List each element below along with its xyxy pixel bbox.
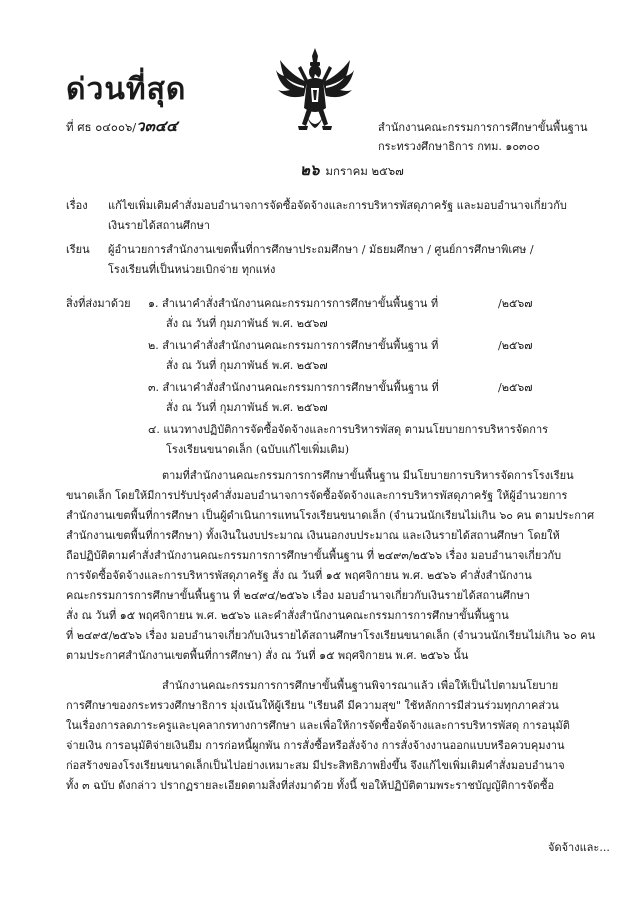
attachment-2-number: /๒๕๖๗ bbox=[498, 339, 533, 352]
attachment-3-line-2: สั่ง ณ วันที่ กุมภาพันธ์ พ.ศ. ๒๕๖๗ bbox=[166, 401, 328, 414]
paragraph-2-line: ทั้ง ๓ ฉบับ ดังกล่าว ปรากฏรายละเอียดตามสิ่งที่ส่งมาด้วย ทั้งนี้ ขอให้ปฏิบัติตามพระราชบัญญัติการจัดซื้อ bbox=[66, 779, 555, 792]
body-paragraph-2 bbox=[66, 676, 606, 796]
paragraph-2-line: ในเรื่องการลดภาระครูและบุคลากรทางการศึกษา และเพื่อให้การจัดซื้อจัดจ้างและการบริหารพัสดุ การอนุมัติ bbox=[66, 719, 570, 732]
subject-line-2: เงินรายได้สถานศึกษา bbox=[108, 219, 210, 232]
paragraph-2-line: สำนักงานคณะกรรมการการศึกษาขั้นพื้นฐานพิจารณาแล้ว เพื่อให้เป็นไปตามนโยบาย bbox=[162, 679, 559, 692]
document-number-prefix: ที่ ศธ ๐๔๐๐๖/ bbox=[66, 120, 137, 134]
paragraph-1-line: ถือปฏิบัติตามคำสั่งสำนักงานคณะกรรมการการศึกษาขั้นพื้นฐาน ที่ ๒๔๙๓/๒๕๖๖ เรื่อง มอบอำนาจเกี่ยวกับ bbox=[66, 549, 562, 562]
attachment-3-number: /๒๕๖๗ bbox=[498, 381, 533, 394]
attachment-4-line-2: โรงเรียนขนาดเล็ก (ฉบับแก้ไขเพิ่มเติม) bbox=[166, 443, 350, 456]
attachment-1-line-1: ๑. สำเนาคำสั่งสำนักงานคณะกรรมการการศึกษาขั้นพื้นฐาน ที่ bbox=[148, 297, 439, 310]
date-day: ๒๖ bbox=[300, 161, 320, 179]
attachment-1-line-2: สั่ง ณ วันที่ กุมภาพันธ์ พ.ศ. ๒๕๖๗ bbox=[166, 317, 328, 330]
paragraph-1-line: ที่ ๒๔๙๕/๒๕๖๖ เรื่อง มอบอำนาจเกี่ยวกับเงินรายได้สถานศึกษาโรงเรียนขนาดเล็ก (จำนวนนักเรียนไม่เกิน ๖๐ คน bbox=[66, 629, 596, 642]
attachment-2-line-1: ๒. สำเนาคำสั่งสำนักงานคณะกรรมการการศึกษาขั้นพื้นฐาน ที่ bbox=[148, 339, 439, 352]
document-date bbox=[300, 158, 404, 182]
issuing-agency bbox=[378, 118, 587, 156]
body-paragraph-1 bbox=[66, 466, 606, 666]
attachment-2-line-2: สั่ง ณ วันที่ กุมภาพันธ์ พ.ศ. ๒๕๖๗ bbox=[166, 359, 328, 372]
subject-label: เรื่อง bbox=[66, 199, 88, 212]
paragraph-1-line: ตามประกาศสำนักงานเขตพื้นที่การศึกษา) สั่ง ณ วันที่ ๑๕ พฤศจิกายน พ.ศ. ๒๕๖๖ นั้น bbox=[66, 649, 469, 662]
attachment-3-line-1: ๓. สำเนาคำสั่งสำนักงานคณะกรรมการการศึกษาขั้นพื้นฐาน ที่ bbox=[148, 381, 439, 394]
attachment-1-number: /๒๕๖๗ bbox=[498, 297, 533, 310]
recipient-line-1: ผู้อำนวยการสำนักงานเขตพื้นที่การศึกษาประถมศึกษา / มัธยมศึกษา / ศูนย์การศึกษาพิเศษ / bbox=[108, 243, 534, 256]
garuda-emblem bbox=[274, 46, 356, 138]
paragraph-2-line: ก่อสร้างของโรงเรียนขนาดเล็กเป็นไปอย่างเหมาะสม มีประสิทธิภาพยิ่งขึ้น จึงแก้ไขเพิ่มเติมคำสั่งมอบอำนาจ bbox=[66, 759, 565, 772]
paragraph-1-line: สำนักงานเขตพื้นที่การศึกษา เป็นผู้ดำเนินการแทนโรงเรียนขนาดเล็ก (จำนวนนักเรียนไม่เกิน ๖๐ คน ตามประกาศ bbox=[66, 509, 595, 522]
paragraph-1-line: การจัดซื้อจัดจ้างและการบริหารพัสดุภาครัฐ สั่ง ณ วันที่ ๑๕ พฤศจิกายน พ.ศ. ๒๕๖๖ คำสั่งสำนักงาน bbox=[66, 569, 532, 582]
subject-line-1: แก้ไขเพิ่มเติมคำสั่งมอบอำนาจการจัดซื้อจัดจ้างและการบริหารพัสดุภาครัฐ และมอบอำนาจเกี่ยวกับ bbox=[108, 199, 567, 212]
paragraph-2-line: การศึกษาของกระทรวงศึกษาธิการ มุ่งเน้นให้ผู้เรียน "เรียนดี มีความสุข" ใช้หลักการมีส่วนร่วมทุกภาคส่วน bbox=[66, 699, 559, 712]
attachments-label: สิ่งที่ส่งมาด้วย bbox=[66, 297, 131, 310]
paragraph-2-line: จ่ายเงิน การอนุมัติจ่ายเงินยืม การก่อหนี้ผูกพัน การสั่งซื้อหรือสั่งจ้าง การสั่งจ้างงานออกแบบหรือควบคุมงาน bbox=[66, 739, 565, 752]
paragraph-1-line: ตามที่สำนักงานคณะกรรมการการศึกษาขั้นพื้นฐาน มีนโยบายการบริหารจัดการโรงเรียน bbox=[162, 469, 574, 482]
paragraph-1-line: คณะกรรมการการศึกษาขั้นพื้นฐาน ที่ ๒๔๙๔/๒๕๖๖ เรื่อง มอบอำนาจเกี่ยวกับเงินรายได้สถานศึกษา bbox=[66, 589, 530, 602]
agency-address: กระทรวงศึกษาธิการ กทม. ๑๐๓๐๐ bbox=[378, 140, 541, 153]
continuation-marker: จัดจ้างและ... bbox=[548, 841, 610, 854]
paragraph-1-line: สำนักงานเขตพื้นที่การศึกษา) ทั้งเงินในงบประมาณ เงินนอกงบประมาณ และเงินรายได้สถานศึกษา โดยให้ bbox=[66, 529, 560, 542]
paragraph-1-line: ขนาดเล็ก โดยให้มีการปรับปรุงคำสั่งมอบอำนาจการจัดซื้อจัดจ้างและการบริหารพัสดุภาครัฐ ให้ผู้อำนวยการ bbox=[66, 489, 568, 502]
document-number-value: ว๓๔๔ bbox=[136, 117, 178, 135]
attachment-4-line-1: ๔. แนวทางปฏิบัติการจัดซื้อจัดจ้างและการบริหารพัสดุ ตามนโยบายการบริหารจัดการ bbox=[148, 423, 549, 436]
urgency-stamp: ด่วนที่สุด bbox=[66, 72, 187, 107]
recipient-label: เรียน bbox=[66, 243, 90, 256]
paragraph-1-line: สั่ง ณ วันที่ ๑๕ พฤศจิกายน พ.ศ. ๒๕๖๖ และคำสั่งสำนักงานคณะกรรมการการศึกษาขั้นพื้นฐาน bbox=[66, 609, 509, 622]
date-month-year: มกราคม ๒๕๖๗ bbox=[325, 164, 404, 178]
agency-name: สำนักงานคณะกรรมการการศึกษาขั้นพื้นฐาน bbox=[378, 121, 588, 134]
document-number bbox=[66, 114, 178, 138]
recipient-line-2: โรงเรียนที่เป็นหน่วยเบิกจ่าย ทุกแห่ง bbox=[108, 263, 276, 276]
